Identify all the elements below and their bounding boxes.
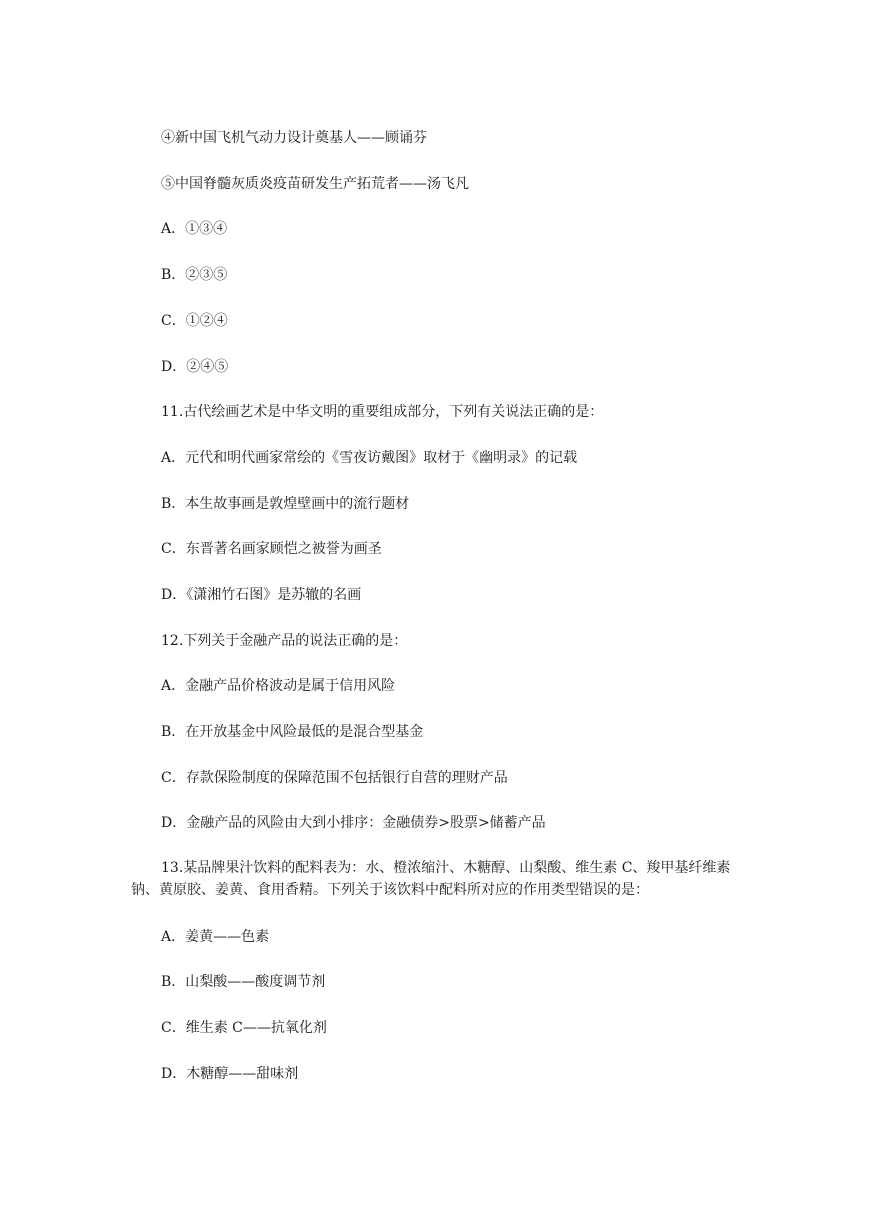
question-12-option-b: B．在开放基金中风险最低的是混合型基金 <box>161 724 424 740</box>
question-12-stem: 12.下列关于金融产品的说法正确的是： <box>161 633 408 649</box>
question-11-stem: 11.古代绘画艺术是中华文明的重要组成部分，下列有关说法正确的是： <box>161 404 604 420</box>
question-11-option-a: A．元代和明代画家常绘的《雪夜访戴图》取材于《幽明录》的记载 <box>161 450 578 466</box>
previous-question-option-d: D．②④⑤ <box>161 359 229 375</box>
question-13-option-d: D．木糖醇——甜味剂 <box>161 1066 299 1082</box>
question-11-option-d: D．《潇湘竹石图》是苏辙的名画 <box>161 587 362 603</box>
question-11-option-c: C．东晋著名画家顾恺之被誉为画圣 <box>161 541 382 557</box>
question-12-option-c: C．存款保险制度的保障范围不包括银行自营的理财产品 <box>161 770 508 786</box>
previous-question-option-a: A．①③④ <box>161 221 228 237</box>
previous-question-item-4: ④新中国飞机气动力设计奠基人——顾诵芬 <box>161 130 427 146</box>
question-13-option-c: C．维生素 C——抗氧化剂 <box>161 1020 327 1036</box>
question-13-option-b: B．山梨酸——酸度调节剂 <box>161 974 326 990</box>
question-13-stem: 13.某品牌果汁饮料的配料表为：水、橙浓缩汁、木糖醇、山梨酸、维生素 C、羧甲基纤维素钠、黄原胶、姜黄、食用香精。下列关于该饮料中配料所对应的作用类型错误的是： <box>131 860 731 898</box>
question-12-option-a: A．金融产品价格波动是属于信用风险 <box>161 678 396 694</box>
previous-question-option-b: B．②③⑤ <box>161 267 228 283</box>
question-11-option-b: B．本生故事画是敦煌壁画中的流行题材 <box>161 496 410 512</box>
previous-question-item-5: ⑤中国脊髓灰质炎疫苗研发生产拓荒者——汤飞凡 <box>161 176 469 192</box>
previous-question-option-c: C．①②④ <box>161 313 228 329</box>
question-12-option-d: D．金融产品的风险由大到小排序：金融债券>股票>储蓄产品 <box>161 815 546 831</box>
question-13-option-a: A．姜黄——色素 <box>161 929 270 945</box>
